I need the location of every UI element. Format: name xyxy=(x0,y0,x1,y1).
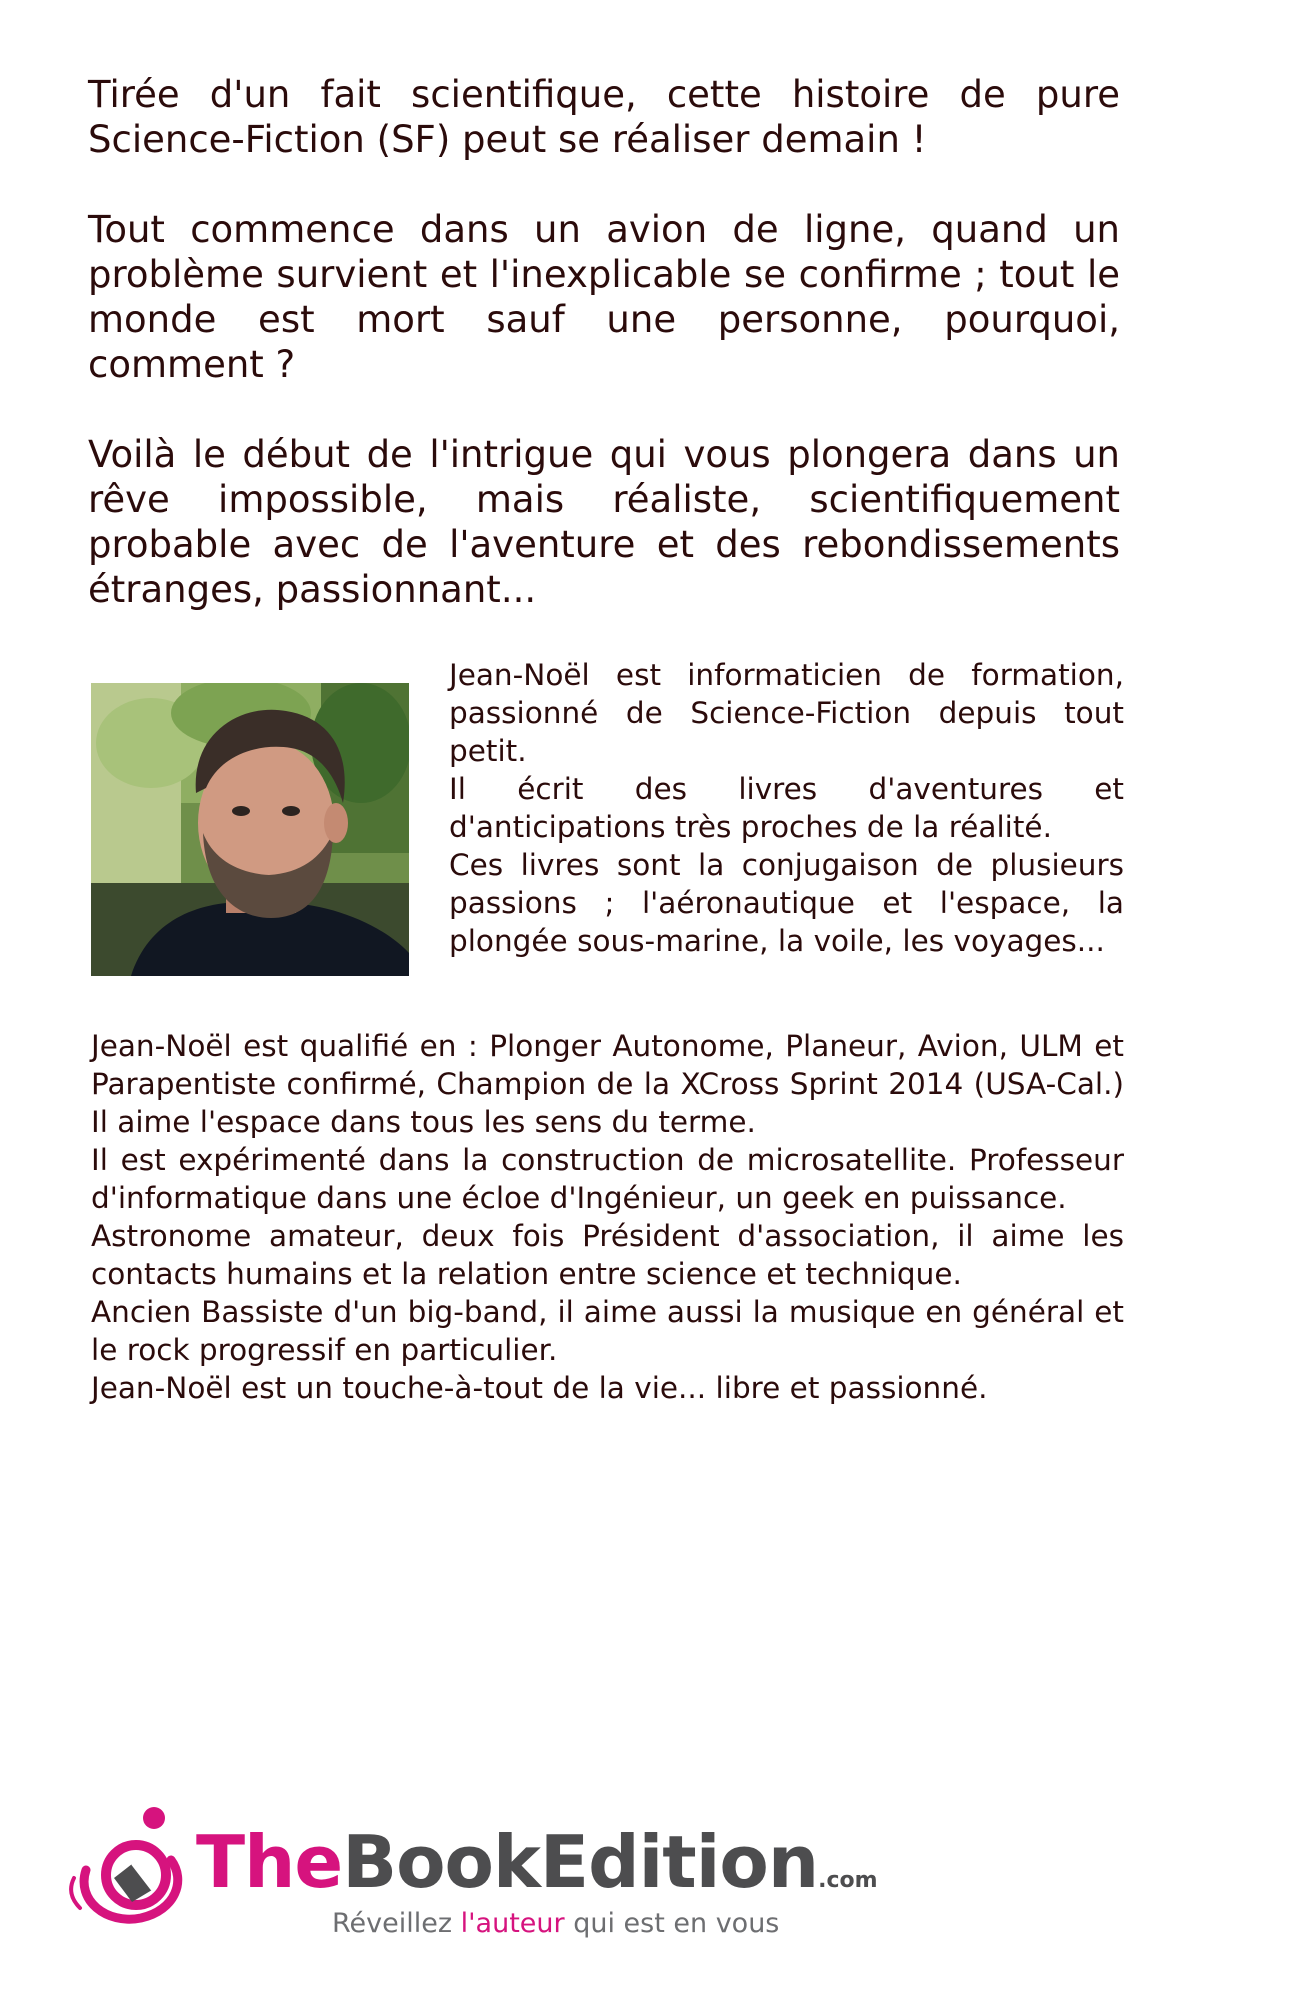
bio-line-3: Ces livres sont la conjugaison de plusieurs passions ; l'aéronautique et l'espace, la plongée sous-marine, la voile, les voyages... xyxy=(449,848,1124,958)
publisher-tagline xyxy=(332,1908,779,1940)
publisher-name-tld: .com xyxy=(818,1868,878,1893)
author-bio-details xyxy=(91,1027,1124,1407)
author-photo xyxy=(91,683,409,976)
author-portrait-image xyxy=(91,683,409,976)
bio-detail-2: Il est expérimenté dans la construction de microsatellite. Professeur d'informatique dans une écloe d'Ingénieur, un geek en puissance. xyxy=(91,1143,1124,1215)
synopsis-paragraph-1: Tirée d'un fait scientifique, cette histoire de pure Science-Fiction (SF) peut se réaliser demain ! xyxy=(88,73,1120,161)
publisher-name-the: The xyxy=(196,1820,343,1904)
bio-detail-5: Jean-Noël est un touche-à-tout de la vie... libre et passionné. xyxy=(91,1371,988,1405)
publisher-name-main: BookEdition xyxy=(342,1820,819,1904)
publisher-name xyxy=(196,1822,878,1921)
author-bio-short xyxy=(449,656,1124,960)
bio-detail-1: Jean-Noël est qualifié en : Plonger Autonome, Planeur, Avion, ULM et Parapentiste confirmé, Champion de la XCross Sprint 2014 (USA-Cal.) Il aime l'espace dans tous les sens du terme. xyxy=(91,1029,1124,1139)
publisher-logo-icon xyxy=(66,1800,196,1930)
bio-line-1: Jean-Noël est informaticien de formation, passionné de Science-Fiction depuis tout petit. xyxy=(449,658,1124,768)
bio-line-2: Il écrit des livres d'aventures et d'anticipations très proches de la réalité. xyxy=(449,772,1124,844)
book-synopsis xyxy=(88,72,1120,657)
synopsis-paragraph-2: Tout commence dans un avion de ligne, quand un problème survient et l'inexplicable se confirme ; tout le monde est mort sauf une personne, pourquoi, comment ? xyxy=(88,208,1120,386)
publisher-logo xyxy=(66,1800,878,1950)
tagline-accent: l'auteur xyxy=(460,1908,565,1939)
bio-detail-4: Ancien Bassiste d'un big-band, il aime aussi la musique en général et le rock progressif en particulier. xyxy=(91,1295,1124,1367)
bio-detail-3: Astronome amateur, deux fois Président d'association, il aime les contacts humains et la relation entre science et technique. xyxy=(91,1219,1124,1291)
tagline-after: qui est en vous xyxy=(564,1908,780,1939)
tagline-before: Réveillez xyxy=(332,1908,461,1939)
synopsis-paragraph-3: Voilà le début de l'intrigue qui vous plongera dans un rêve impossible, mais réaliste, scientifiquement probable avec de l'aventure et des rebondissements étranges, passionnant... xyxy=(88,433,1120,611)
